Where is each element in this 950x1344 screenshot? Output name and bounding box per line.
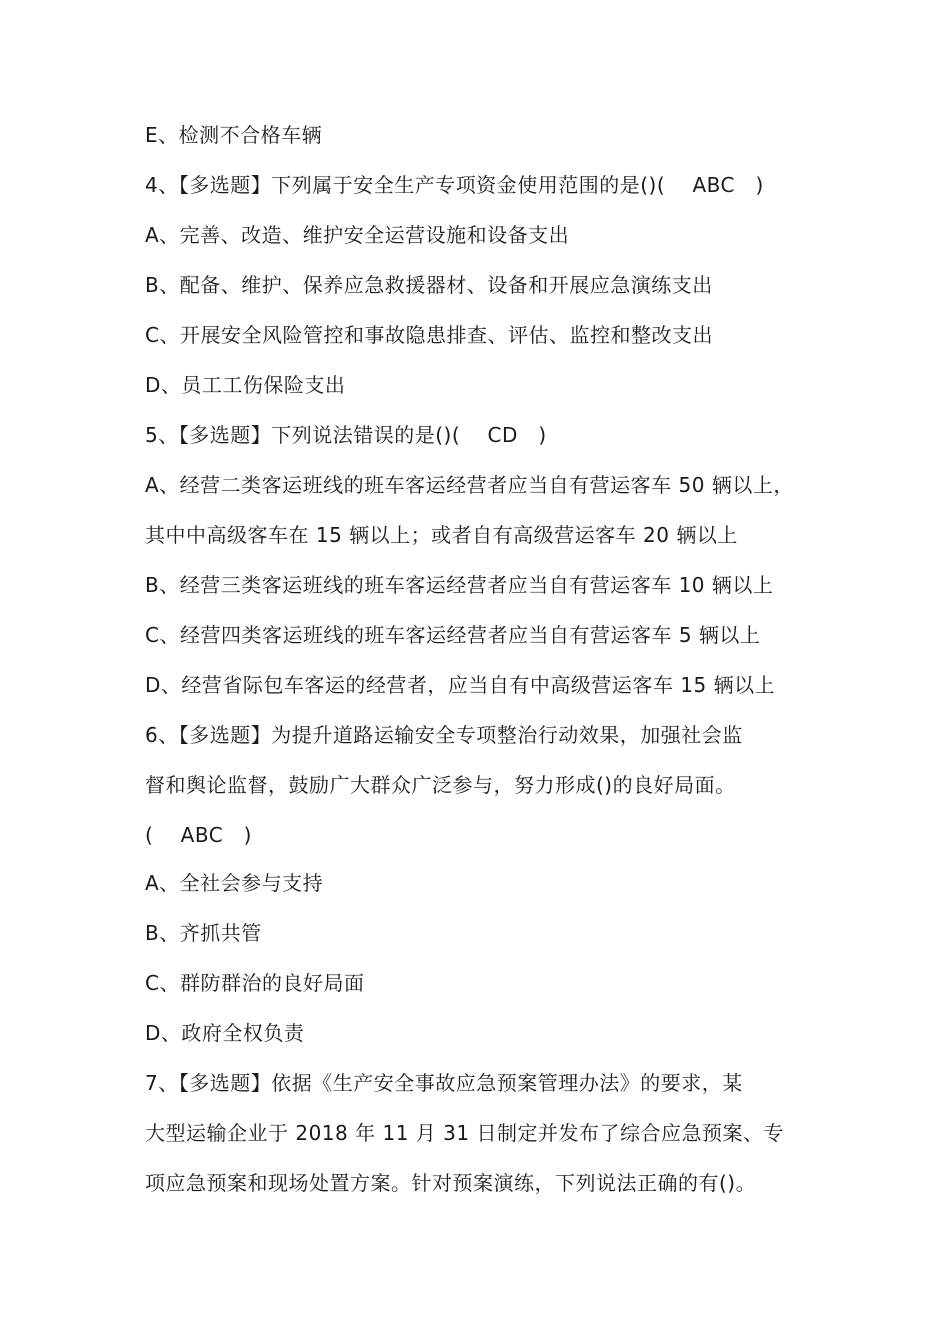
option-d-q6: D、政府全权负责	[145, 1021, 305, 1045]
option-d-q4: D、员工工伤保险支出	[145, 373, 346, 397]
option-a-q6: A、全社会参与支持	[145, 871, 324, 895]
question-6-line1: 6、【多选题】为提升道路运输安全专项整治行动效果，加强社会监	[145, 723, 743, 747]
option-a-q5-line2: 其中中高级客车在 15 辆以上；或者自有高级营运客车 20 辆以上	[145, 523, 738, 547]
question-6-answer: ( ABC )	[145, 823, 252, 847]
option-b-q6: B、齐抓共管	[145, 921, 262, 945]
question-6-line2: 督和舆论监督，鼓励广大群众广泛参与，努力形成()的良好局面。	[145, 773, 736, 797]
option-d-q5: D、经营省际包车客运的经营者，应当自有中高级营运客车 15 辆以上	[145, 673, 776, 697]
option-a-q4: A、完善、改造、维护安全运营设施和设备支出	[145, 223, 570, 247]
option-b-q5: B、经营三类客运班线的班车客运经营者应当自有营运客车 10 辆以上	[145, 573, 774, 597]
option-c-q4: C、开展安全风险管控和事故隐患排查、评估、监控和整改支出	[145, 323, 713, 347]
option-a-q5-line1: A、经营二类客运班线的班车客运经营者应当自有营运客车 50 辆以上，	[145, 473, 794, 497]
question-7-line2: 大型运输企业于 2018 年 11 月 31 日制定并发布了综合应急预案、专	[145, 1121, 784, 1145]
option-c-q5: C、经营四类客运班线的班车客运经营者应当自有营运客车 5 辆以上	[145, 623, 761, 647]
option-e-q3: E、检测不合格车辆	[145, 123, 323, 147]
question-4: 4、【多选题】下列属于安全生产专项资金使用范围的是()( ABC )	[145, 173, 764, 197]
question-7-line1: 7、【多选题】依据《生产安全事故应急预案管理办法》的要求，某	[145, 1071, 743, 1095]
question-5: 5、【多选题】下列说法错误的是()( CD )	[145, 423, 547, 447]
option-b-q4: B、配备、维护、保养应急救援器材、设备和开展应急演练支出	[145, 273, 713, 297]
question-7-line3: 项应急预案和现场处置方案。针对预案演练，下列说法正确的有()。	[145, 1171, 757, 1195]
option-c-q6: C、群防群治的良好局面	[145, 971, 365, 995]
